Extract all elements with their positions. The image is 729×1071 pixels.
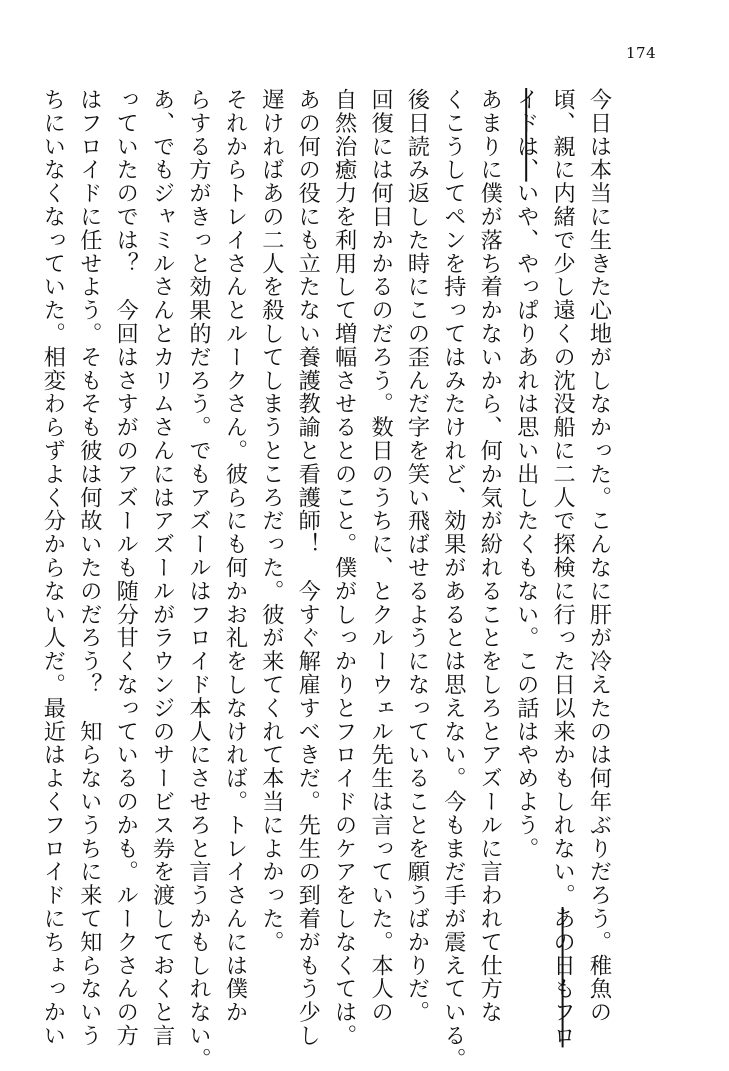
- text-line: 頃、親に内緒で少し遠くの沈没船に二人で探検に行った日以来かもしれない。あの日もフロ: [549, 88, 576, 1048]
- text-line: はフロイドに任せよう。そもそも彼は何故いたのだろう？ 知らないうちに来て知らないう: [76, 88, 103, 1048]
- text-line: あの何の役にも立たない養護教諭と看護師！ 今すぐ解雇すべきだ。先生の到着がもう少し: [294, 88, 321, 1048]
- diary-text: [39, 88, 617, 1071]
- text-line: 後日読み返した時にこの歪んだ字を笑い飛ばせるようになっていることを願うばかりだ。: [403, 88, 430, 1024]
- page-number: 174: [626, 44, 657, 62]
- text-line: らする方がきっと効果的だろう。でもアズールはフロイド本人にさせろと言うかもしれない。: [185, 88, 212, 1071]
- struck-out-text: あの日もフロ: [549, 907, 576, 1048]
- text-line: あ、でもジャミルさんとカリムさんにはアズールがラウンジのサービス券を渡しておくと言: [149, 88, 176, 1048]
- struck-out-text: イドは、: [513, 88, 540, 182]
- text-line: 回復には何日かかるのだろう。数日のうちに、とクルーウェル先生は言っていた。本人の: [367, 88, 394, 1024]
- text-line: 今日は本当に生きた心地がしなかった。こんなに肝が冷えたのは何年ぶりだろう。稚魚の: [586, 88, 612, 1024]
- text-line: イドは、いや、やっぱりあれは思い出したくもない。この話はやめよう。: [513, 88, 540, 861]
- text-line: ちにいなくなっていた。相変わらずよく分からない人だ。最近はよくフロイドにちょっかい: [39, 88, 66, 1048]
- text-line: それからトレイさんとルークさん。彼らにも何かお礼をしなければ。トレイさんには僕か: [221, 88, 248, 1024]
- text-line: っていたのでは？ 今回はさすがのアズールも随分甘くなっているのかも。ルークさんの方: [112, 88, 139, 1048]
- text-line: あまりに僕が落ち着かないから、何か気が紛れることをしろとアズールに言われて仕方な: [476, 88, 503, 1024]
- text-line: くこうしてペンを持ってはみたけれど、効果があるとは思えない。今もまだ手が震えている。: [440, 88, 467, 1071]
- text-line: 自然治癒力を利用して増幅させるとのこと。僕がしっかりとフロイドのケアをしなくては。: [331, 88, 358, 1048]
- text-line: 遅ければあの二人を殺してしまうところだった。彼が来てくれて本当によかった。: [258, 88, 285, 954]
